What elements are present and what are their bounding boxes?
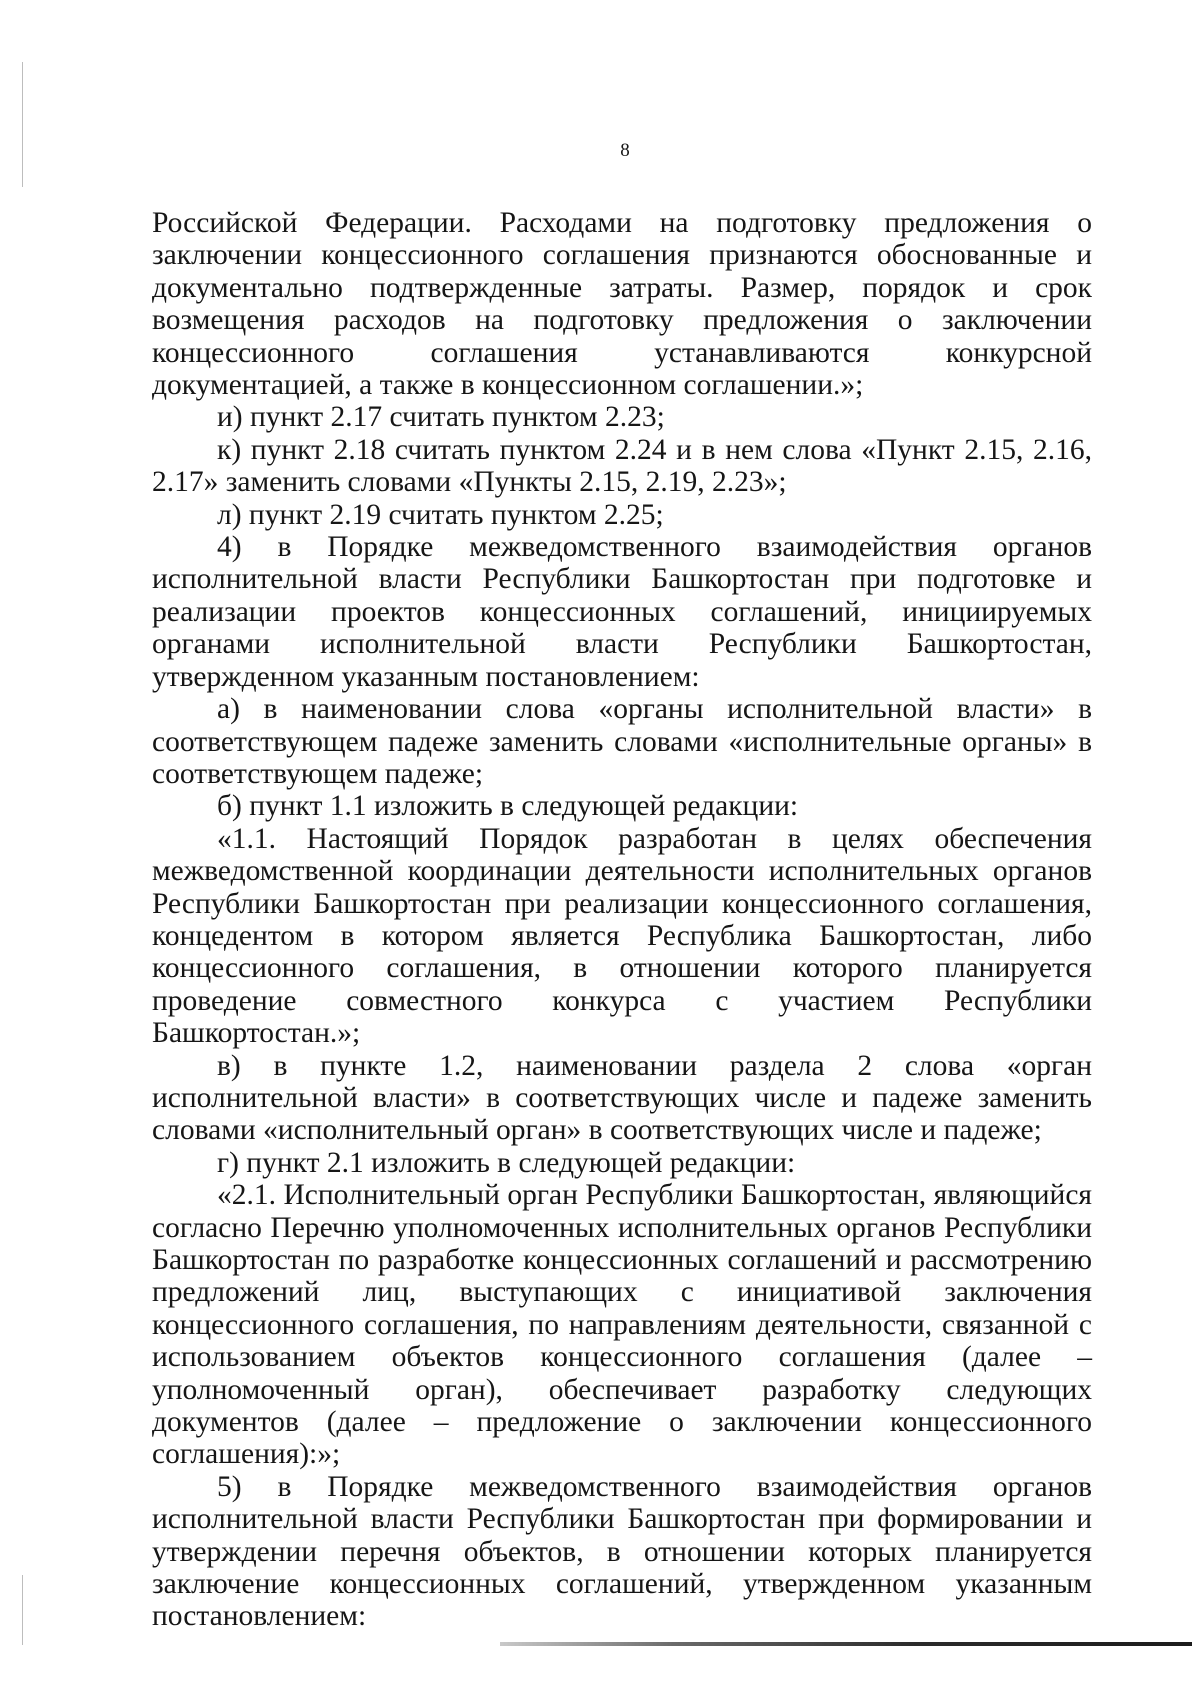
scan-edge-line-top [22,62,23,187]
paragraph: б) пункт 1.1 изложить в следующей редакции: [217,790,799,823]
page-number: 8 [620,140,630,161]
paragraph: 5) в Порядке межведомственного взаимодействия органов исполнительной власти Республики Башкортостан при формировании и утверждении перечня объектов, в отношении которых планируется заключение концессионных соглашений, утвержденном указанным постановлением: [152,1470,1092,1633]
document-body [152,207,1092,1633]
paragraph: Российской Федерации. Расходами на подготовку предложения о заключении концессионного соглашения признаются обоснованные и документально подтвержденные затраты. Размер, порядок и срок возмещения расходов на подготовку предложения о заключении концессионного соглашения устанавливаются конкурсной документацией, а также в концессионном соглашении.»; [152,207,1092,402]
paragraph: «1.1. Настоящий Порядок разработан в целях обеспечения межведомственной координации деятельности исполнительных органов Республики Башкортостан при реализации концессионного соглашения, концедентом в котором является Республика Башкортостан, либо концессионного соглашения, в отношении которого планируется проведение совместного конкурса с участием Республики Башкортостан.»; [152,822,1092,1050]
bottom-scan-rule [500,1642,1192,1646]
paragraph: л) пункт 2.19 считать пунктом 2.25; [217,498,664,531]
paragraph: и) пункт 2.17 считать пунктом 2.23; [217,401,665,434]
paragraph: в) в пункте 1.2, наименовании раздела 2 слова «орган исполнительной власти» в соответствующих числе и падеже заменить словами «исполнительный орган» в соответствующих числе и падеже; [152,1049,1092,1147]
paragraph: «2.1. Исполнительный орган Республики Башкортостан, являющийся согласно Перечню уполномоченных исполнительных органов Республики Башкортостан по разработке концессионных соглашений и рассмотрению предложений лиц, выступающих с инициативой заключения концессионного соглашения, по направлениям деятельности, связанной с использованием объектов концессионного соглашения (далее – уполномоченный орган), обеспечивает разработку следующих документов (далее – предложение о заключении концессионного соглашения):»; [152,1179,1092,1471]
paragraph: г) пункт 2.1 изложить в следующей редакции: [217,1146,796,1179]
scan-edge-line-bottom [22,1575,23,1645]
paragraph: к) пункт 2.18 считать пунктом 2.24 и в нем слова «Пункт 2.15, 2.16, 2.17» заменить словами «Пункты 2.15, 2.19, 2.23»; [152,433,1092,499]
paragraph: а) в наименовании слова «органы исполнительной власти» в соответствующем падеже заменить словами «исполнительные органы» в соответствующем падеже; [152,693,1092,790]
paragraph: 4) в Порядке межведомственного взаимодействия органов исполнительной власти Республики Башкортостан при подготовке и реализации проектов концессионных соглашений, инициируемых органами исполнительной власти Республики Башкортостан, утвержденном указанным постановлением: [152,531,1092,693]
